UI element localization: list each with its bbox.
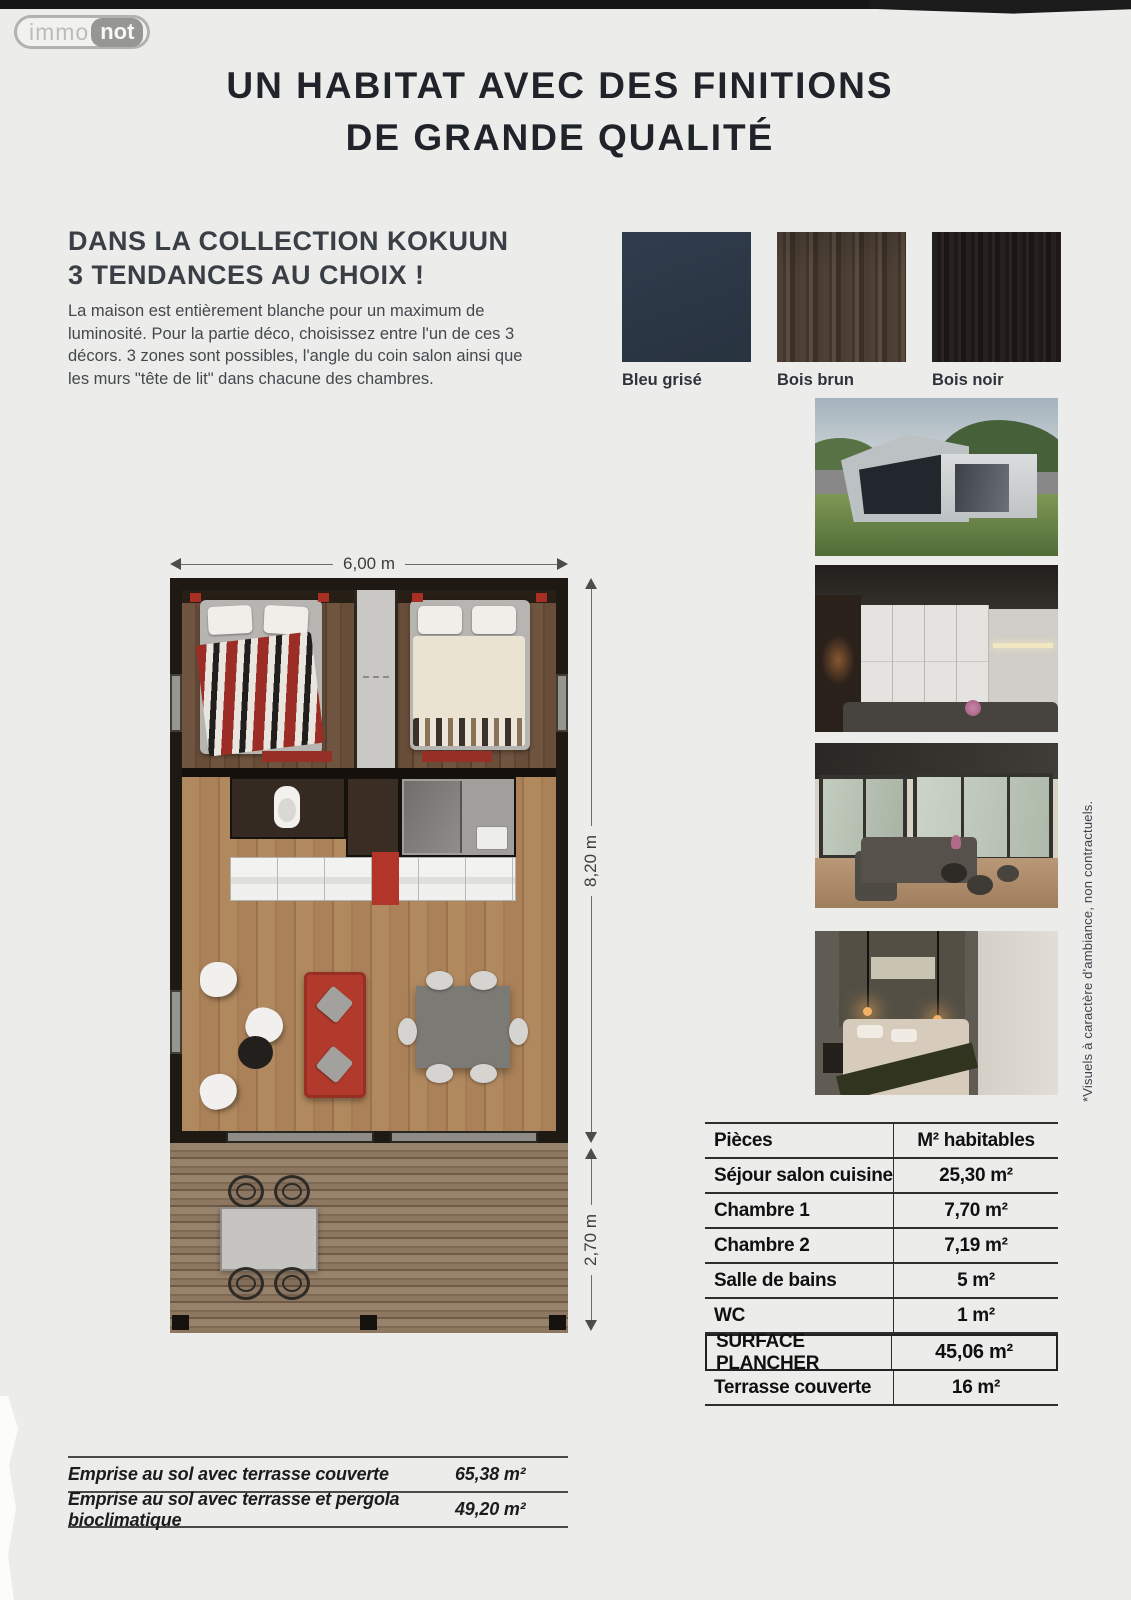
sofa-cushion [315, 1045, 353, 1083]
dimension-terrace [582, 1148, 600, 1331]
dimension-line [591, 896, 592, 1133]
row-value: 16 m² [893, 1371, 1058, 1404]
row-label: Terrasse couverte [714, 1376, 872, 1398]
row-label: WC [714, 1304, 746, 1326]
terrace-chair [274, 1175, 310, 1208]
terrace-deck [170, 1143, 568, 1333]
swatch-bois-brun [777, 232, 906, 390]
cream-duvet [413, 636, 525, 722]
house-plan [170, 578, 568, 1143]
wall-light [318, 593, 329, 602]
section-heading [68, 224, 508, 292]
sink [476, 826, 508, 850]
bed-chambre-1 [200, 600, 322, 754]
photo-wall-art [871, 957, 935, 979]
swatch-label-brun: Bois brun [777, 371, 854, 389]
photo-sofa [843, 702, 1058, 732]
photo-pouf [967, 875, 993, 895]
table-row [68, 1488, 568, 1530]
row-value: 25,30 m² [893, 1159, 1058, 1192]
swatch-color-bleu [622, 232, 751, 362]
row-value: 49,20 m² [455, 1499, 526, 1519]
arrow-down-icon [585, 1320, 597, 1331]
swatch-bois-noir [932, 232, 1061, 390]
swatch-label-bleu: Bleu grisé [622, 371, 702, 389]
side-door [170, 990, 182, 1054]
window-right [556, 674, 568, 732]
areas-table-header [705, 1124, 1058, 1159]
dimension-line [181, 564, 333, 565]
dining-chair [426, 1064, 453, 1083]
photo-wardrobe [861, 605, 989, 713]
pillow [263, 605, 308, 635]
photo-interior-kitchen [815, 565, 1058, 732]
page-title-line2: DE GRANDE QUALITÉ [345, 117, 775, 158]
footprint-table [68, 1456, 568, 1528]
dimension-width [170, 554, 568, 574]
toilet [274, 786, 300, 828]
pillow [418, 606, 462, 634]
logo-text-immo: immo [29, 18, 90, 45]
dimension-line [591, 1275, 592, 1321]
swatch-color-noir [932, 232, 1061, 362]
table-row [705, 1299, 1058, 1334]
coffee-table [238, 1036, 273, 1069]
section-heading-line2: 3 TENDANCES AU CHOIX ! [68, 260, 425, 290]
row-value: 5 m² [893, 1264, 1058, 1297]
floor-plan [150, 548, 620, 1348]
table-row [705, 1194, 1058, 1229]
pillow [207, 605, 252, 635]
row-value: 1 m² [893, 1299, 1058, 1332]
row-label: Emprise au sol avec terrasse et pergola bioclimatique [68, 1488, 400, 1530]
row-value: 7,70 m² [893, 1194, 1058, 1227]
bedroom-partition [354, 590, 398, 768]
areas-header-m2: M² habitables [893, 1124, 1058, 1157]
dining-chair [470, 1064, 497, 1083]
photo-lamp-glow [821, 635, 855, 685]
row-value: 7,19 m² [893, 1229, 1058, 1262]
photo-wardrobe [978, 931, 1058, 1095]
wall-light [412, 593, 423, 602]
photo-accent-wall [839, 931, 965, 1027]
areas-table [705, 1122, 1058, 1406]
row-value: 65,38 m² [455, 1464, 526, 1484]
finish-swatches [622, 232, 1061, 390]
dining-chair [398, 1018, 417, 1045]
bedside-rug [262, 751, 332, 762]
scan-edge-corner [870, 0, 1131, 22]
photo-bed-throw [836, 1042, 978, 1095]
striped-duvet [196, 631, 325, 756]
photo-exterior-house [815, 398, 1058, 556]
dining-chair [426, 971, 453, 990]
dimension-width-label: 6,00 m [343, 554, 395, 573]
table-row [705, 1264, 1058, 1299]
striped-throw [413, 718, 525, 746]
window-left [170, 674, 182, 732]
row-label: Chambre 1 [714, 1199, 810, 1221]
dining-table [416, 986, 510, 1068]
photo-house-window [955, 464, 1009, 512]
photo-kitchen-units [989, 609, 1058, 713]
table-row [705, 1229, 1058, 1264]
pillow [472, 606, 516, 634]
terrace-table [220, 1207, 318, 1271]
wall-light [190, 593, 201, 602]
terrace-post [172, 1315, 189, 1330]
swatch-bleu-grise [622, 232, 751, 390]
storage-closet [346, 777, 400, 857]
photo-bedroom [815, 931, 1058, 1095]
pendant-cord [937, 931, 939, 1017]
dining-chair [509, 1018, 528, 1045]
dining-chair [470, 971, 497, 990]
table-row-surface-plancher [705, 1330, 1058, 1374]
terrace-chair [228, 1175, 264, 1208]
red-cabinet [372, 852, 399, 905]
pendant-cord [867, 931, 869, 1009]
sofa-cushion [315, 985, 353, 1023]
dimension-line [405, 564, 557, 565]
lounge-pouf [196, 1070, 241, 1113]
photo-bed [843, 1019, 969, 1095]
terrace-post [360, 1315, 377, 1330]
photo-flowers [965, 700, 981, 716]
photo-pouf [997, 865, 1019, 882]
dimension-height-label: 8,20 m [581, 834, 600, 887]
arrow-down-icon [585, 1132, 597, 1143]
bed-chambre-2 [410, 600, 530, 750]
dimension-line [591, 589, 592, 826]
page-title-line1: UN HABITAT AVEC DES FINITIONS [226, 65, 894, 106]
sliding-door [226, 1131, 374, 1143]
terrace-post [549, 1315, 566, 1330]
photo-plant [951, 835, 961, 849]
photo-pillow [857, 1025, 883, 1038]
scan-torn-edge [0, 1396, 18, 1600]
interior-wall [182, 768, 556, 777]
sliding-door [390, 1131, 538, 1143]
intro-paragraph: La maison est entièrement blanche pour un maximum de luminosité. Pour la partie déco, choisissez entre l'un de ces 3 décors. 3 zones sont possibles, l'angle du coin salon ainsi que les murs "tête de lit" dans chacune des chambres. [68, 302, 523, 388]
row-value: 45,06 m² [891, 1336, 1056, 1369]
window-mullion [1007, 777, 1010, 857]
photos-disclaimer-note: *Visuels à caractère d'ambiance, non contractuels. [1080, 800, 1095, 1102]
row-label: Emprise au sol avec terrasse couverte [68, 1464, 389, 1484]
pendant-light [863, 1007, 872, 1016]
wall-light [536, 593, 547, 602]
lounge-pouf [200, 962, 237, 997]
terrace-chair [228, 1267, 264, 1300]
photo-living-room [815, 743, 1058, 908]
dimension-terrace-label: 2,70 m [581, 1213, 600, 1266]
arrow-left-icon [170, 558, 181, 570]
immonot-logo [14, 15, 150, 49]
section-heading-line1: DANS LA COLLECTION KOKUUN [68, 226, 509, 256]
photo-pillow [891, 1029, 917, 1042]
shower [404, 781, 462, 853]
swatch-label-noir: Bois noir [932, 371, 1004, 389]
bedside-rug [422, 751, 492, 762]
swatch-color-brun [777, 232, 906, 362]
arrow-right-icon [557, 558, 568, 570]
areas-header-pieces: Pièces [714, 1129, 773, 1151]
wc-room [230, 777, 346, 839]
arrow-up-icon [585, 578, 597, 589]
logo-text-not: not [91, 18, 143, 47]
table-row [705, 1371, 1058, 1406]
dimension-height [582, 578, 600, 1143]
terrace-chair [274, 1267, 310, 1300]
arrow-up-icon [585, 1148, 597, 1159]
red-sofa [304, 972, 366, 1098]
row-label: SURFACE PLANCHER [716, 1330, 820, 1374]
photo-coffee-table [941, 863, 967, 883]
page-title [0, 60, 1120, 164]
dimension-line [591, 1159, 592, 1205]
row-label: Chambre 2 [714, 1234, 810, 1256]
row-label: Salle de bains [714, 1269, 837, 1291]
photo-under-cabinet-light [993, 643, 1053, 648]
table-row [705, 1159, 1058, 1194]
bathroom [400, 777, 516, 857]
row-label: Séjour salon cuisine [714, 1164, 893, 1186]
